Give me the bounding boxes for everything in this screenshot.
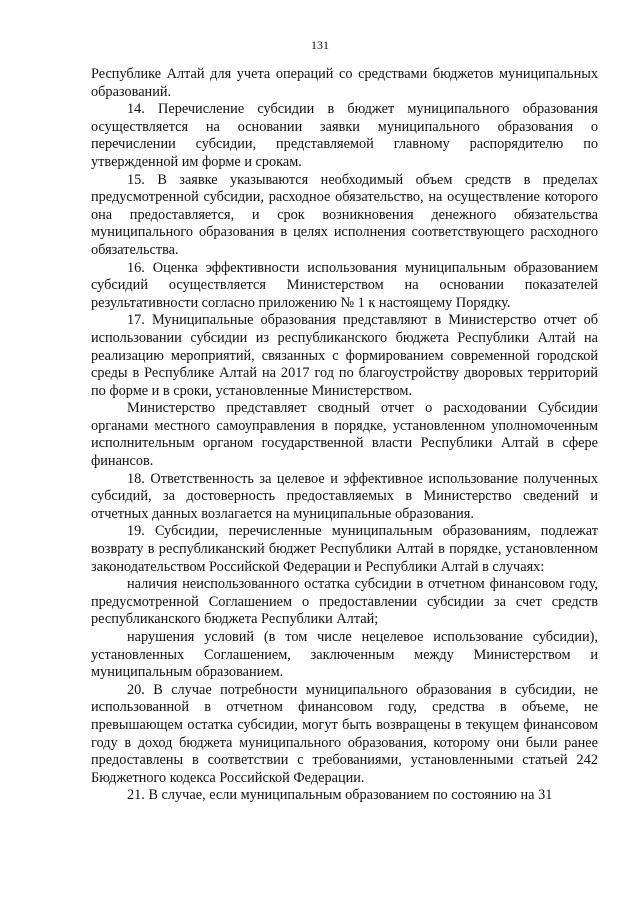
page-number: 131	[311, 38, 329, 52]
paragraph-17: 17. Муниципальные образования представляют в Министерство отчет об использовании субсидии из республиканского бюджета Республики Алтай на реализацию мероприятий, связанных с формированием современной городской среды в Республике Алтай на 2017 год по благоустройству дворовых территорий по форме и в сроки, установленные Министерством.	[91, 312, 598, 399]
paragraph-15: 15. В заявке указываются необходимый объем средств в пределах предусмотренной субсидии, расходное обязательство, на осуществление которого она предоставляется, и срок возникновения денежного обязательства муниципального образования в целях исполнения соответствующего расходного обязательства.	[91, 171, 598, 258]
paragraph-continuation: Республике Алтай для учета операций со средствами бюджетов муниципальных образований.	[91, 66, 598, 100]
paragraph-19: 19. Субсидии, перечисленные муниципальным образованиям, подлежат возврату в республиканский бюджет Республики Алтай в порядке, установленном законодательством Российской Федерации и Республики Алтай в случаях:	[91, 523, 598, 575]
paragraph-19-case-1: наличия неиспользованного остатка субсидии в отчетном финансовом году, предусмотренной Соглашением о предоставлении субсидии за счет средств республиканского бюджета Республики Алтай;	[91, 576, 598, 628]
paragraph-16: 16. Оценка эффективности использования муниципальным образованием субсидий осуществляется Министерством на основании показателей результативности согласно приложению № 1 к настоящему Порядку.	[91, 259, 598, 311]
paragraph-20: 20. В случае потребности муниципального образования в субсидии, не использованной в отчетном финансовом году, средства в объеме, не превышающем остатка субсидии, могут быть возвращены в текущем финансовом году в доход бюджета муниципального образования, которому они были ранее предоставлены в соответствии с требованиями, установленными статьей 242 Бюджетного кодекса Российской Федерации.	[91, 681, 598, 786]
paragraph-19-case-2: нарушения условий (в том числе нецелевое использование субсидии), установленных Соглашением, заключенным между Министерством и муниципальным образованием.	[91, 629, 598, 681]
document-body	[91, 66, 598, 805]
paragraph-18: 18. Ответственность за целевое и эффективное использование полученных субсидий, за достоверность предоставляемых в Министерство сведений и отчетных данных возлагается на муниципальные образования.	[91, 470, 598, 522]
paragraph-17-continued: Министерство представляет сводный отчет о расходовании Субсидии органами местного самоуправления в порядке, установленном уполномоченным исполнительным органом государственной власти Республики Алтай в сфере финансов.	[91, 400, 598, 470]
paragraph-21: 21. В случае, если муниципальным образованием по состоянию на 31	[127, 787, 553, 804]
paragraph-14: 14. Перечисление субсидии в бюджет муниципального образования осуществляется на основании заявки муниципального образования о перечислении субсидии, представляемой главному распорядителю по утвержденной им форме и срокам.	[91, 101, 598, 170]
